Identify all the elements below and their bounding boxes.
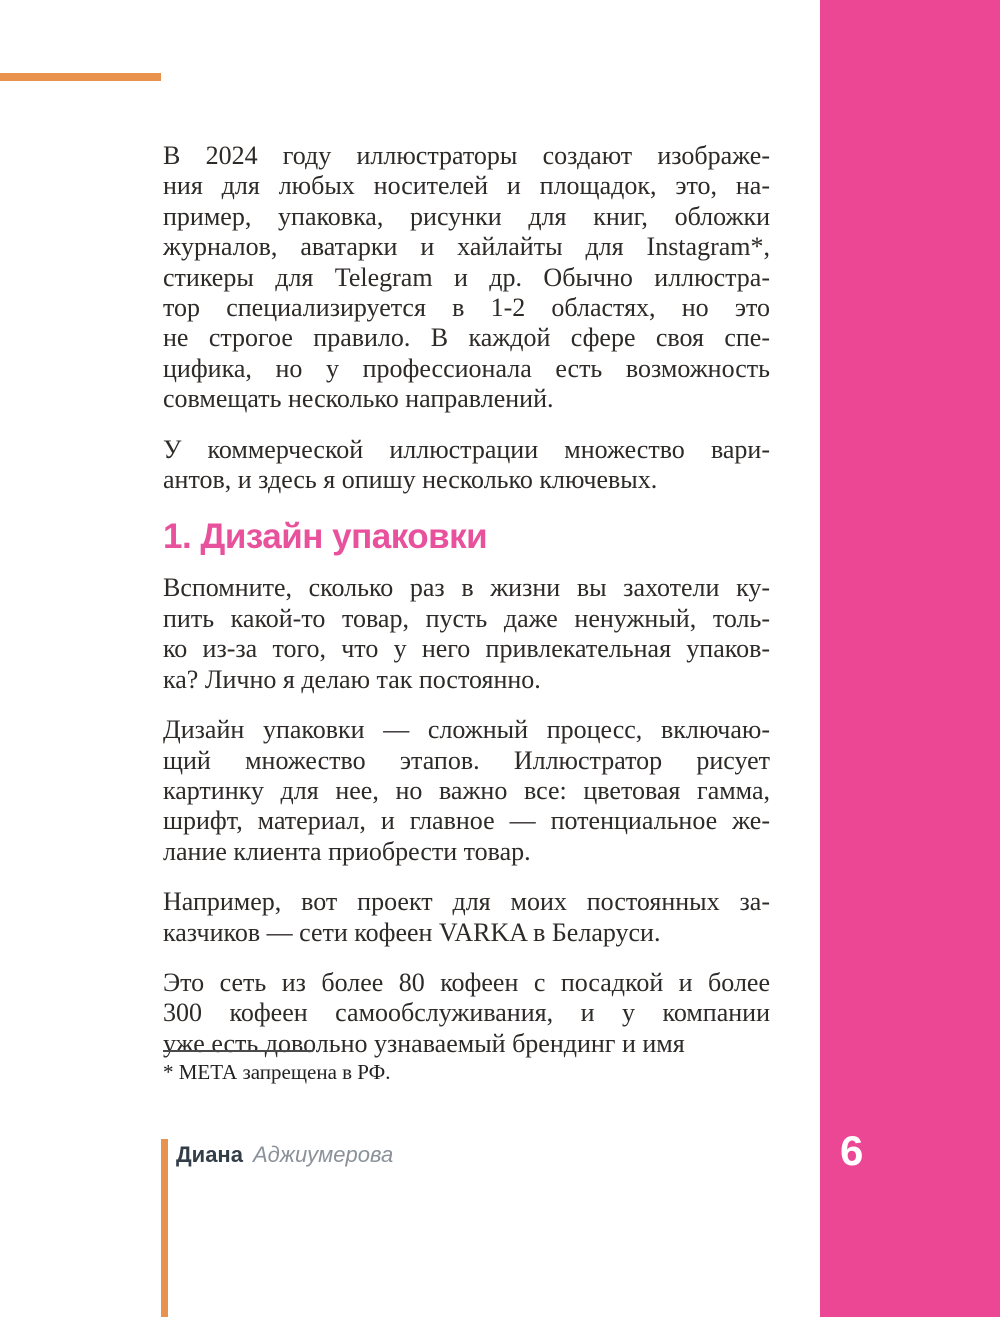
text-line: журналов, аватарки и хайлайты для Instagram*, — [163, 232, 770, 262]
text-line: лание клиента приобрести товар. — [163, 836, 531, 866]
article-body — [163, 141, 770, 1059]
text-line: пример, упаковка, рисунки для книг, обложки — [163, 201, 770, 231]
text-line: Это сеть из более 80 кофеен с посадкой и более — [163, 967, 770, 997]
footnote-divider — [163, 1050, 313, 1052]
text-line: не строгое правило. В каждой сфере своя спе- — [163, 323, 770, 353]
text-line: картинку для нее, но важно все: цветовая гамма, — [163, 775, 770, 805]
text-line: У коммерческой иллюстрации множество вари- — [163, 434, 770, 464]
text-line: шрифт, материал, и главное — потенциальное же- — [163, 806, 770, 836]
section-heading: 1. Дизайн упаковки — [163, 517, 488, 557]
text-line: антов, и здесь я опишу несколько ключевых. — [163, 465, 658, 495]
author-last-name: Аджиумерова — [252, 1142, 394, 1167]
text-line: цифика, но у профессионала есть возможность — [163, 353, 770, 383]
top-accent-line — [0, 73, 161, 81]
text-line: казчиков — сети кофеен VARKA в Беларуси. — [163, 917, 661, 947]
text-line: ния для любых носителей и площадок, это, на- — [163, 171, 770, 201]
text-line: ко из-за того, что у него привлекательная упаков- — [163, 634, 770, 664]
paragraph — [163, 715, 770, 867]
text-line: стикеры для Telegram и др. Обычно иллюстра- — [163, 262, 770, 292]
author-first-name: Диана — [176, 1142, 243, 1167]
text-line: В 2024 году иллюстраторы создают изображе- — [163, 141, 770, 170]
footnote-text: * МЕТА запрещена в РФ. — [163, 1060, 391, 1084]
text-line: совмещать несколько направлений. — [163, 384, 554, 414]
text-line: тор специализируется в 1-2 областях, но это — [163, 293, 770, 323]
paragraph — [163, 141, 770, 415]
text-line: уже есть довольно узнаваемый брендинг и имя — [163, 1028, 685, 1058]
page-footer — [176, 1142, 393, 1168]
footnote — [163, 1050, 770, 1085]
footer-accent-bar — [161, 1139, 168, 1317]
paragraph — [163, 573, 770, 695]
text-line: щий множество этапов. Иллюстратор рисует — [163, 745, 770, 775]
page-number: 6 — [840, 1127, 864, 1174]
text-line: Дизайн упаковки — сложный процесс, включаю- — [163, 715, 770, 745]
text-line: Вспомните, сколько раз в жизни вы захотели ку- — [163, 573, 770, 603]
text-line: 300 кофеен самообслуживания, и у компании — [163, 998, 770, 1028]
text-line: ка? Лично я делаю так постоянно. — [163, 664, 541, 694]
text-line: Например, вот проект для моих постоянных за- — [163, 887, 770, 917]
text-line: пить какой-то товар, пусть даже ненужный, толь- — [163, 603, 770, 633]
paragraph — [163, 887, 770, 948]
paragraph — [163, 968, 770, 1059]
accent-sidebar — [820, 0, 1000, 1317]
paragraph — [163, 435, 770, 496]
